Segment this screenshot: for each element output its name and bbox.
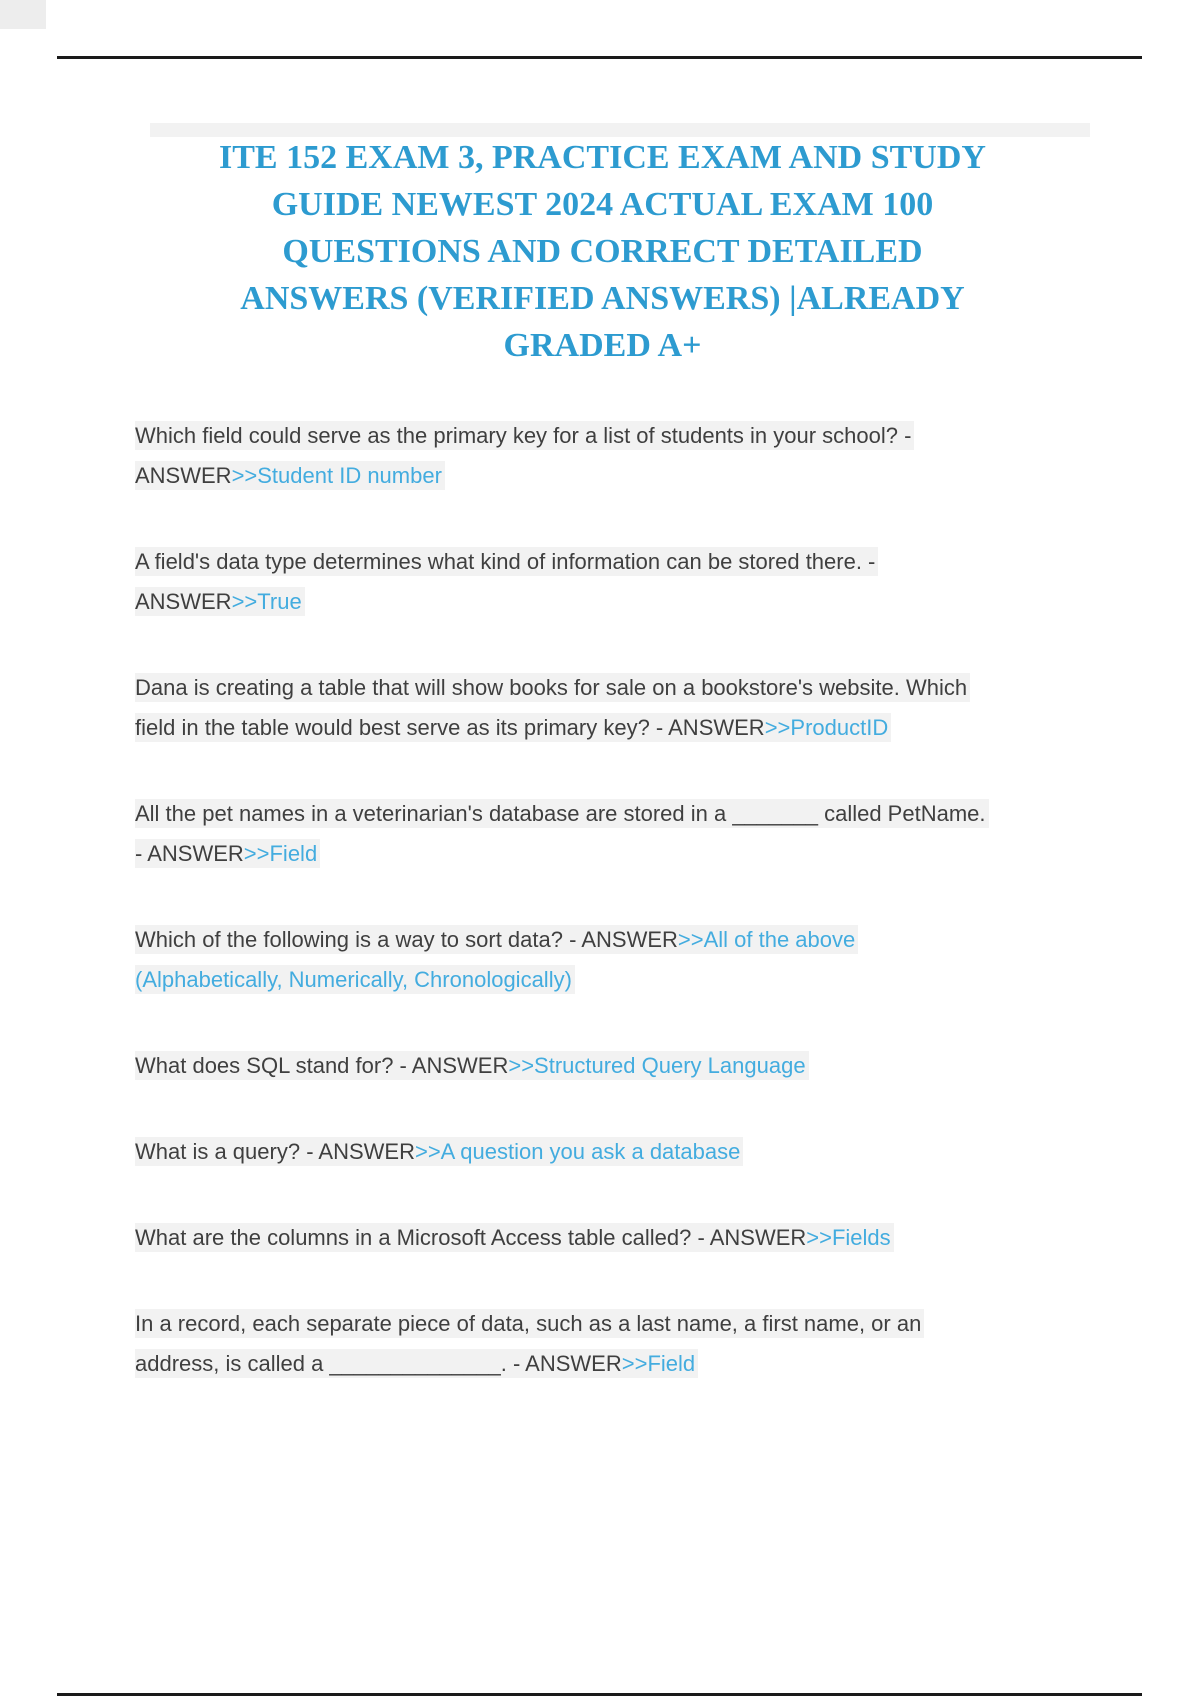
qa-block: [135, 794, 1075, 874]
answer-text: >>True: [231, 589, 302, 614]
page-title-line: GUIDE NEWEST 2024 ACTUAL EXAM 100: [271, 186, 934, 223]
page-title: [135, 134, 1070, 369]
answer-text: >>Structured Query Language: [508, 1053, 806, 1078]
question-text: In a record, each separate piece of data, such as a last name, a first name, or an: [135, 1311, 922, 1336]
answer-text: >>Fields: [806, 1225, 891, 1250]
page-title-line: GRADED A+: [503, 327, 702, 364]
question-text: ANSWER: [135, 463, 232, 488]
answer-text: >>A question you ask a database: [414, 1139, 741, 1164]
answer-text: >>All of the above: [677, 927, 856, 952]
qa-line: [135, 1046, 1075, 1086]
question-text: A field's data type determines what kind of information can be stored there. -: [135, 549, 876, 574]
text-highlight: [135, 673, 970, 702]
text-highlight: [135, 1137, 743, 1166]
answer-text: (Alphabetically, Numerically, Chronologically): [135, 967, 572, 992]
text-highlight: [135, 713, 891, 742]
qa-line: [135, 582, 1075, 622]
qa-line: [135, 1218, 1075, 1258]
page-title-line: QUESTIONS AND CORRECT DETAILED: [282, 233, 923, 270]
qa-line: [135, 834, 1075, 874]
text-highlight: [135, 839, 320, 868]
scan-corner-artifact: [0, 0, 46, 29]
qa-line: [135, 708, 1075, 748]
question-text: Dana is creating a table that will show books for sale on a bookstore's website. Which: [135, 675, 968, 700]
qa-line: [135, 960, 1075, 1000]
text-highlight: [135, 587, 305, 616]
qa-block: [135, 1218, 1075, 1258]
question-text: address, is called a ______________. - ANSWER: [135, 1351, 622, 1376]
qa-line: [135, 542, 1075, 582]
qa-line: [135, 1304, 1075, 1344]
answer-text: >>Field: [621, 1351, 696, 1376]
answer-text: >>ProductID: [764, 715, 889, 740]
qa-line: [135, 794, 1075, 834]
text-highlight: [135, 1349, 698, 1378]
qa-line: [135, 456, 1075, 496]
qa-line: [135, 668, 1075, 708]
question-text: Which of the following is a way to sort data? - ANSWER: [135, 927, 678, 952]
qa-block: [135, 542, 1075, 622]
qa-block: [135, 416, 1075, 496]
qa-block: [135, 920, 1075, 1000]
text-highlight: [135, 965, 575, 994]
text-highlight: [135, 421, 914, 450]
page-title-line: ANSWERS (VERIFIED ANSWERS) |ALREADY: [240, 280, 965, 317]
text-highlight: [135, 1051, 809, 1080]
question-text: ANSWER: [135, 589, 232, 614]
question-text: Which field could serve as the primary key for a list of students in your school? -: [135, 423, 912, 448]
question-text: What does SQL stand for? - ANSWER: [135, 1053, 509, 1078]
qa-block: [135, 1046, 1075, 1086]
qa-block: [135, 1304, 1075, 1384]
page-title-line: ITE 152 EXAM 3, PRACTICE EXAM AND STUDY: [219, 139, 986, 176]
qa-line: [135, 920, 1075, 960]
qa-line: [135, 1132, 1075, 1172]
text-highlight: [135, 461, 445, 490]
text-highlight: [135, 1223, 894, 1252]
question-text: All the pet names in a veterinarian's database are stored in a _______ called PetName.: [135, 801, 986, 826]
text-highlight: [135, 1309, 924, 1338]
question-text: What is a query? - ANSWER: [135, 1139, 415, 1164]
qa-block: [135, 1132, 1075, 1172]
bottom-divider-rule: [57, 1693, 1142, 1696]
answer-text: >>Field: [243, 841, 318, 866]
text-highlight: [135, 925, 858, 954]
answer-text: >>Student ID number: [231, 463, 442, 488]
qa-list: [135, 416, 1075, 1430]
qa-line: [135, 416, 1075, 456]
question-text: What are the columns in a Microsoft Access table called? - ANSWER: [135, 1225, 807, 1250]
qa-line: [135, 1344, 1075, 1384]
question-text: - ANSWER: [135, 841, 244, 866]
qa-block: [135, 668, 1075, 748]
top-divider-rule: [57, 56, 1142, 59]
question-text: field in the table would best serve as its primary key? - ANSWER: [135, 715, 765, 740]
text-highlight: [135, 547, 878, 576]
text-highlight: [135, 799, 989, 828]
